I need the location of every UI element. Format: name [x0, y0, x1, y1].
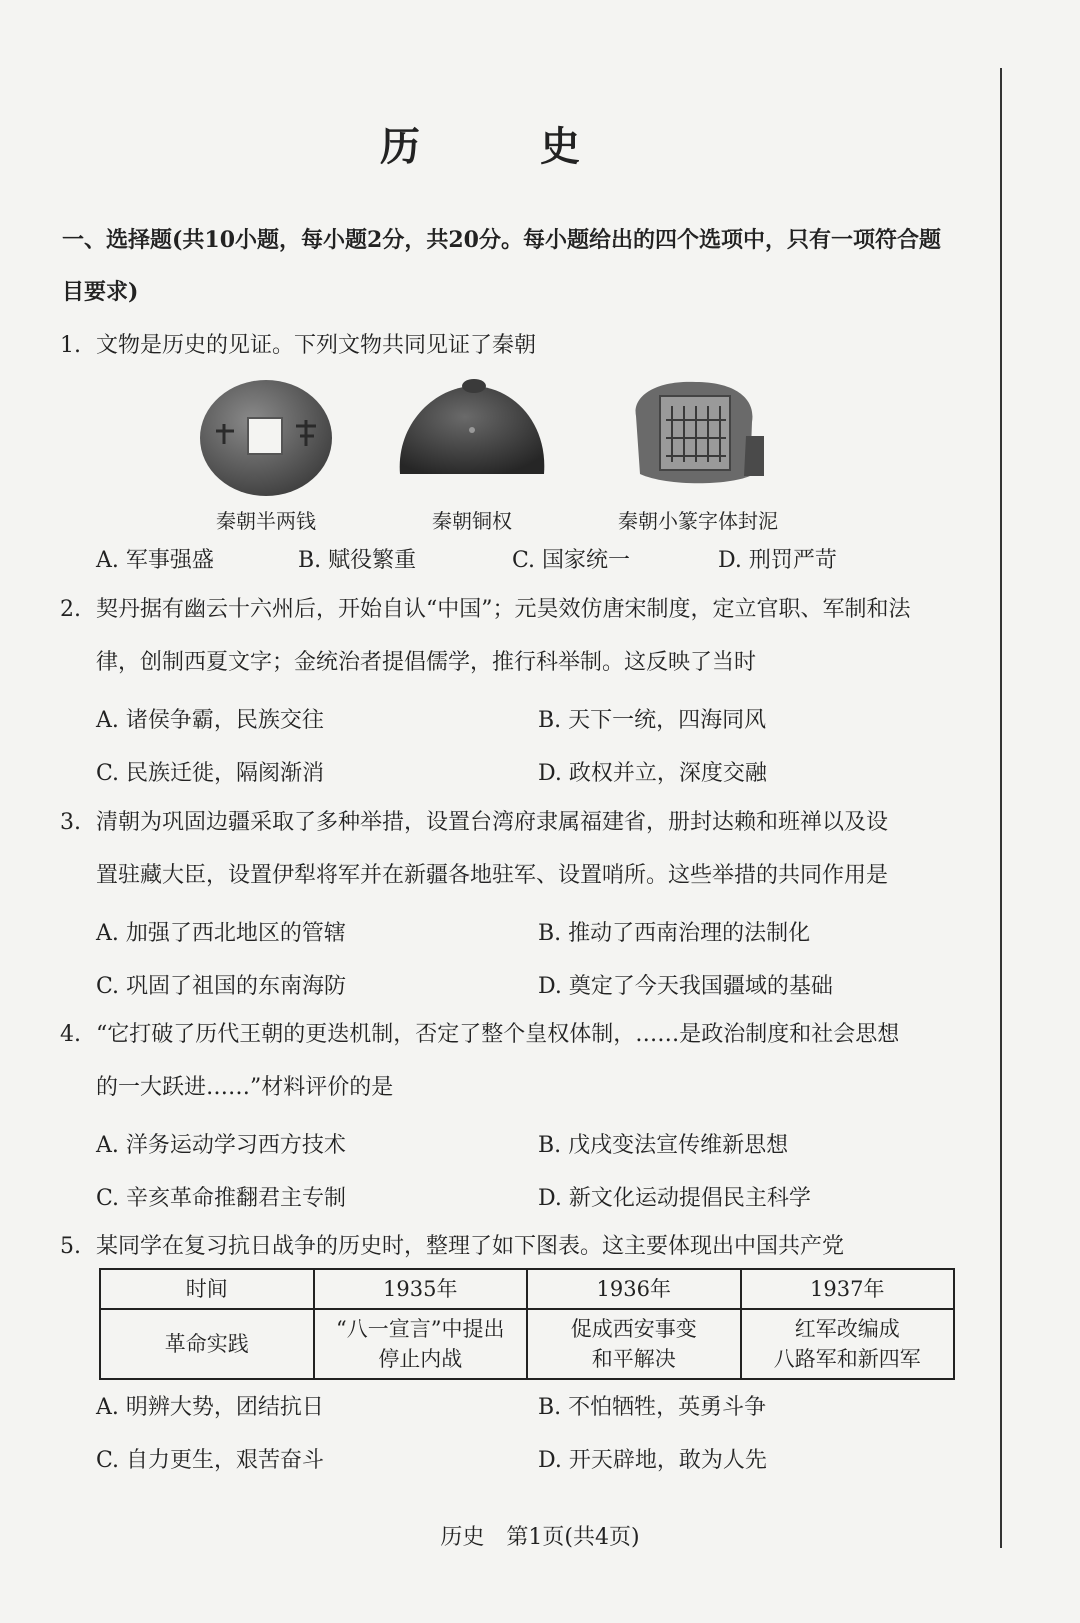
option-d: D. 政权并立，深度交融 — [538, 761, 767, 786]
table-header-cell: 时间 — [100, 1269, 314, 1309]
option-d: D. 开天辟地，敢为人先 — [538, 1448, 767, 1473]
option-c: C. 自力更生，艰苦奋斗 — [96, 1448, 325, 1473]
option-b: B. 不怕牺牲，英勇斗争 — [538, 1395, 767, 1420]
table-cell-line: 促成西安事变 — [570, 1317, 697, 1341]
option-c: C. 国家统一 — [512, 548, 631, 573]
option-c: C. 民族迁徙，隔阂渐消 — [96, 761, 325, 786]
artifact-caption: 秦朝半两钱 — [216, 509, 316, 533]
option-b: B. 推动了西南治理的法制化 — [538, 921, 811, 946]
artifact-caption: 秦朝小篆字体封泥 — [618, 509, 778, 533]
question-stem-line: “它打破了历代王朝的更迭机制，否定了整个皇权体制，……是政治制度和社会思想 — [96, 1022, 900, 1047]
question-stem-line: 文物是历史的见证。下列文物共同见证了秦朝 — [96, 333, 537, 358]
option-b: B. 赋役繁重 — [298, 548, 417, 573]
option-a: A. 军事强盛 — [96, 548, 214, 573]
option-a: A. 诸侯争霸，民族交往 — [96, 708, 324, 733]
table-cell-line: 八路军和新四军 — [773, 1347, 921, 1371]
table-cell — [314, 1309, 528, 1379]
option-a: A. 明辨大势，团结抗日 — [96, 1395, 324, 1420]
timeline-table — [99, 1268, 955, 1380]
weight-icon — [394, 374, 550, 484]
option-c: C. 巩固了祖国的东南海防 — [96, 974, 347, 999]
table-cell-line: 停止内战 — [378, 1347, 463, 1371]
page-title: 历 史 — [380, 123, 620, 170]
question-number: 4. — [60, 1022, 81, 1047]
table-header-row — [100, 1269, 954, 1309]
page-footer: 历史 第1页(共4页) — [440, 1525, 640, 1550]
option-d: D. 新文化运动提倡民主科学 — [538, 1186, 811, 1211]
question-stem-line: 契丹据有幽云十六州后，开始自认“中国”；元昊效仿唐宋制度，定立官职、军制和法 — [96, 597, 911, 622]
question-number: 1. — [60, 333, 81, 358]
clay-seal-icon — [626, 376, 766, 490]
table-cell — [527, 1309, 741, 1379]
artifact-caption: 秦朝铜权 — [432, 509, 512, 533]
option-d: D. 奠定了今天我国疆域的基础 — [538, 974, 833, 999]
binding-margin-rule — [1000, 68, 1002, 1548]
table-header-cell: 1937年 — [741, 1269, 955, 1309]
question-number: 2. — [60, 597, 81, 622]
question-number: 5. — [60, 1234, 81, 1259]
question-stem-line: 某同学在复习抗日战争的历史时，整理了如下图表。这主要体现出中国共产党 — [96, 1234, 845, 1259]
option-c: C. 辛亥革命推翻君主专制 — [96, 1186, 347, 1211]
question-stem-line: 置驻藏大臣，设置伊犁将军并在新疆各地驻军、设置哨所。这些举措的共同作用是 — [96, 863, 889, 888]
option-a: A. 加强了西北地区的管辖 — [96, 921, 346, 946]
table-header-cell: 1935年 — [314, 1269, 528, 1309]
table-row-label: 革命实践 — [100, 1309, 314, 1379]
question-stem-line: 律，创制西夏文字；金统治者提倡儒学，推行科举制。这反映了当时 — [96, 650, 757, 675]
question-number: 3. — [60, 810, 81, 835]
table-cell — [741, 1309, 955, 1379]
option-a: A. 洋务运动学习西方技术 — [96, 1133, 346, 1158]
option-b: B. 天下一统，四海同风 — [538, 708, 767, 733]
section-header: 一、选择题(共10小题，每小题2分，共20分。每小题给出的四个选项中，只有一项符合题目要求) — [62, 227, 941, 305]
table-header-cell: 1936年 — [527, 1269, 741, 1309]
coin-icon — [196, 376, 338, 498]
question-stem-line: 的一大跃进……”材料评价的是 — [96, 1075, 394, 1100]
table-cell-line: 和平解决 — [591, 1347, 676, 1371]
table-cell-line: “八一宣言”中提出 — [336, 1317, 505, 1341]
table-cell-line: 红军改编成 — [794, 1317, 900, 1341]
question-stem-line: 清朝为巩固边疆采取了多种举措，设置台湾府隶属福建省，册封达赖和班禅以及设 — [96, 810, 889, 835]
option-d: D. 刑罚严苛 — [718, 548, 837, 573]
table-row — [100, 1309, 954, 1379]
option-b: B. 戊戌变法宣传维新思想 — [538, 1133, 789, 1158]
